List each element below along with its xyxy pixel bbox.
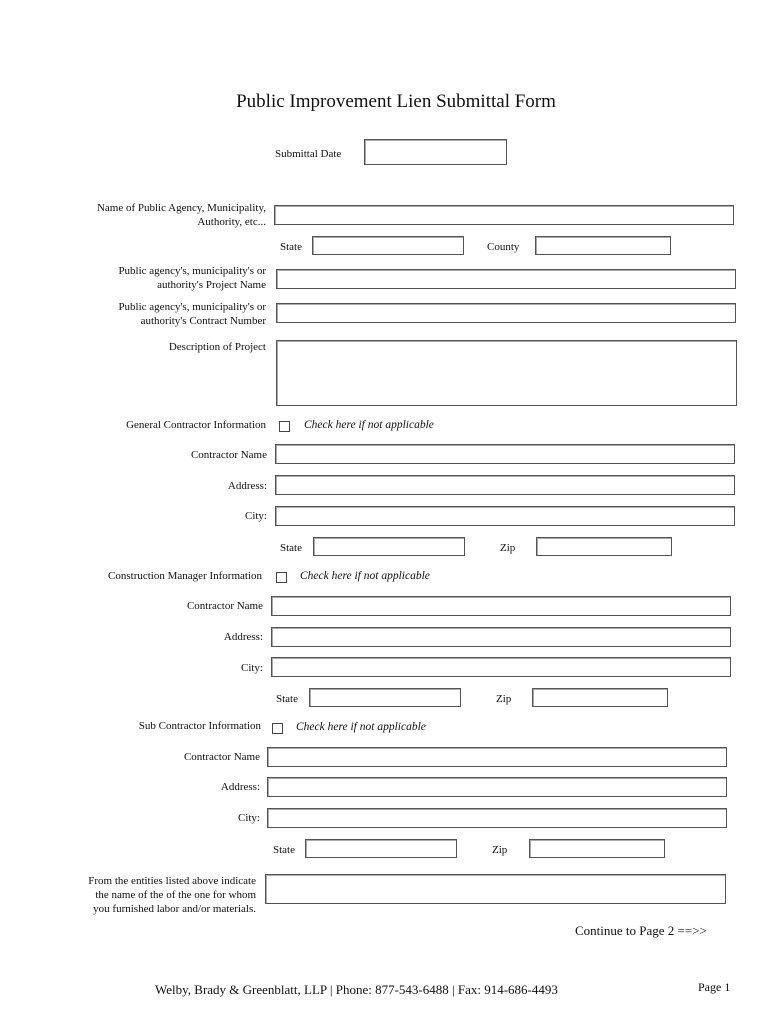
cm-not-applicable-label: Check here if not applicable <box>300 570 430 582</box>
agency-county-field[interactable] <box>535 236 671 255</box>
sc-city-label: City: <box>237 812 260 824</box>
sc-address-label: Address: <box>220 781 260 793</box>
gc-not-applicable-label: Check here if not applicable <box>304 419 434 431</box>
submittal-date-field[interactable] <box>364 139 507 165</box>
cm-city-label: City: <box>240 662 263 674</box>
agency-name-label-line1: Name of Public Agency, Municipality, <box>96 202 266 214</box>
gc-name-label: Contractor Name <box>190 449 267 461</box>
cm-address-label: Address: <box>223 631 263 643</box>
contract-number-field[interactable] <box>276 303 736 323</box>
contract-number-label <box>20 300 266 328</box>
sc-address-field[interactable] <box>267 777 727 797</box>
gc-not-applicable-checkbox[interactable] <box>279 421 290 432</box>
description-field[interactable] <box>276 340 737 406</box>
cm-zip-field[interactable] <box>532 688 668 707</box>
page-title: Public Improvement Lien Submittal Form <box>236 91 556 112</box>
sc-city-field[interactable] <box>267 808 727 828</box>
contract-number-label-line2: authority's Contract Number <box>140 315 266 327</box>
sc-state-label: State <box>273 844 295 856</box>
furnished-label-line3: you furnished labor and/or materials. <box>93 903 256 915</box>
gc-name-field[interactable] <box>275 444 735 464</box>
sc-name-label: Contractor Name <box>183 751 260 763</box>
gc-city-field[interactable] <box>275 506 735 526</box>
cm-name-field[interactable] <box>271 596 731 616</box>
sc-section-label: Sub Contractor Information <box>138 720 261 732</box>
gc-state-label: State <box>280 542 302 554</box>
description-label: Description of Project <box>168 341 266 353</box>
furnished-field[interactable] <box>265 874 726 904</box>
contract-number-label-line1: Public agency's, municipality's or <box>118 301 266 313</box>
submittal-date-label: Submittal Date <box>275 148 342 160</box>
agency-state-label: State <box>280 241 302 253</box>
cm-state-label: State <box>276 693 298 705</box>
sc-zip-label: Zip <box>492 844 508 856</box>
gc-address-label: Address: <box>227 480 267 492</box>
sc-zip-field[interactable] <box>529 839 665 858</box>
sc-state-field[interactable] <box>305 839 457 858</box>
furnished-label <box>10 874 256 916</box>
cm-state-field[interactable] <box>309 688 461 707</box>
page-number: Page 1 <box>698 980 731 994</box>
agency-county-label: County <box>487 241 520 253</box>
gc-city-label: City: <box>244 510 267 522</box>
gc-section-label: General Contractor Information <box>126 419 266 431</box>
cm-not-applicable-checkbox[interactable] <box>276 572 287 583</box>
cm-section-label: Construction Manager Information <box>108 570 262 582</box>
sc-not-applicable-checkbox[interactable] <box>272 723 283 734</box>
agency-name-label <box>20 201 266 229</box>
footer-contact: Welby, Brady & Greenblatt, LLP | Phone: 877-543-6488 | Fax: 914-686-4493 <box>155 982 558 997</box>
sc-not-applicable-label: Check here if not applicable <box>296 721 426 733</box>
gc-state-field[interactable] <box>313 537 465 556</box>
cm-name-label: Contractor Name <box>186 600 263 612</box>
gc-zip-label: Zip <box>500 542 516 554</box>
cm-zip-label: Zip <box>496 693 512 705</box>
project-name-label-line1: Public agency's, municipality's or <box>118 265 266 277</box>
sc-name-field[interactable] <box>267 747 727 767</box>
project-name-label <box>20 264 266 292</box>
agency-name-field[interactable] <box>274 205 734 225</box>
cm-city-field[interactable] <box>271 657 731 677</box>
agency-state-field[interactable] <box>312 236 464 255</box>
furnished-label-line2: the name of the of the one for whom <box>95 889 256 901</box>
continue-to-page-2-link[interactable]: Continue to Page 2 ==>> <box>575 923 707 938</box>
project-name-field[interactable] <box>276 269 736 289</box>
project-name-label-line2: authority's Project Name <box>157 279 266 291</box>
gc-zip-field[interactable] <box>536 537 672 556</box>
agency-name-label-line2: Authority, etc... <box>197 216 266 228</box>
furnished-label-line1: From the entities listed above indicate <box>88 875 256 887</box>
gc-address-field[interactable] <box>275 475 735 495</box>
cm-address-field[interactable] <box>271 627 731 647</box>
